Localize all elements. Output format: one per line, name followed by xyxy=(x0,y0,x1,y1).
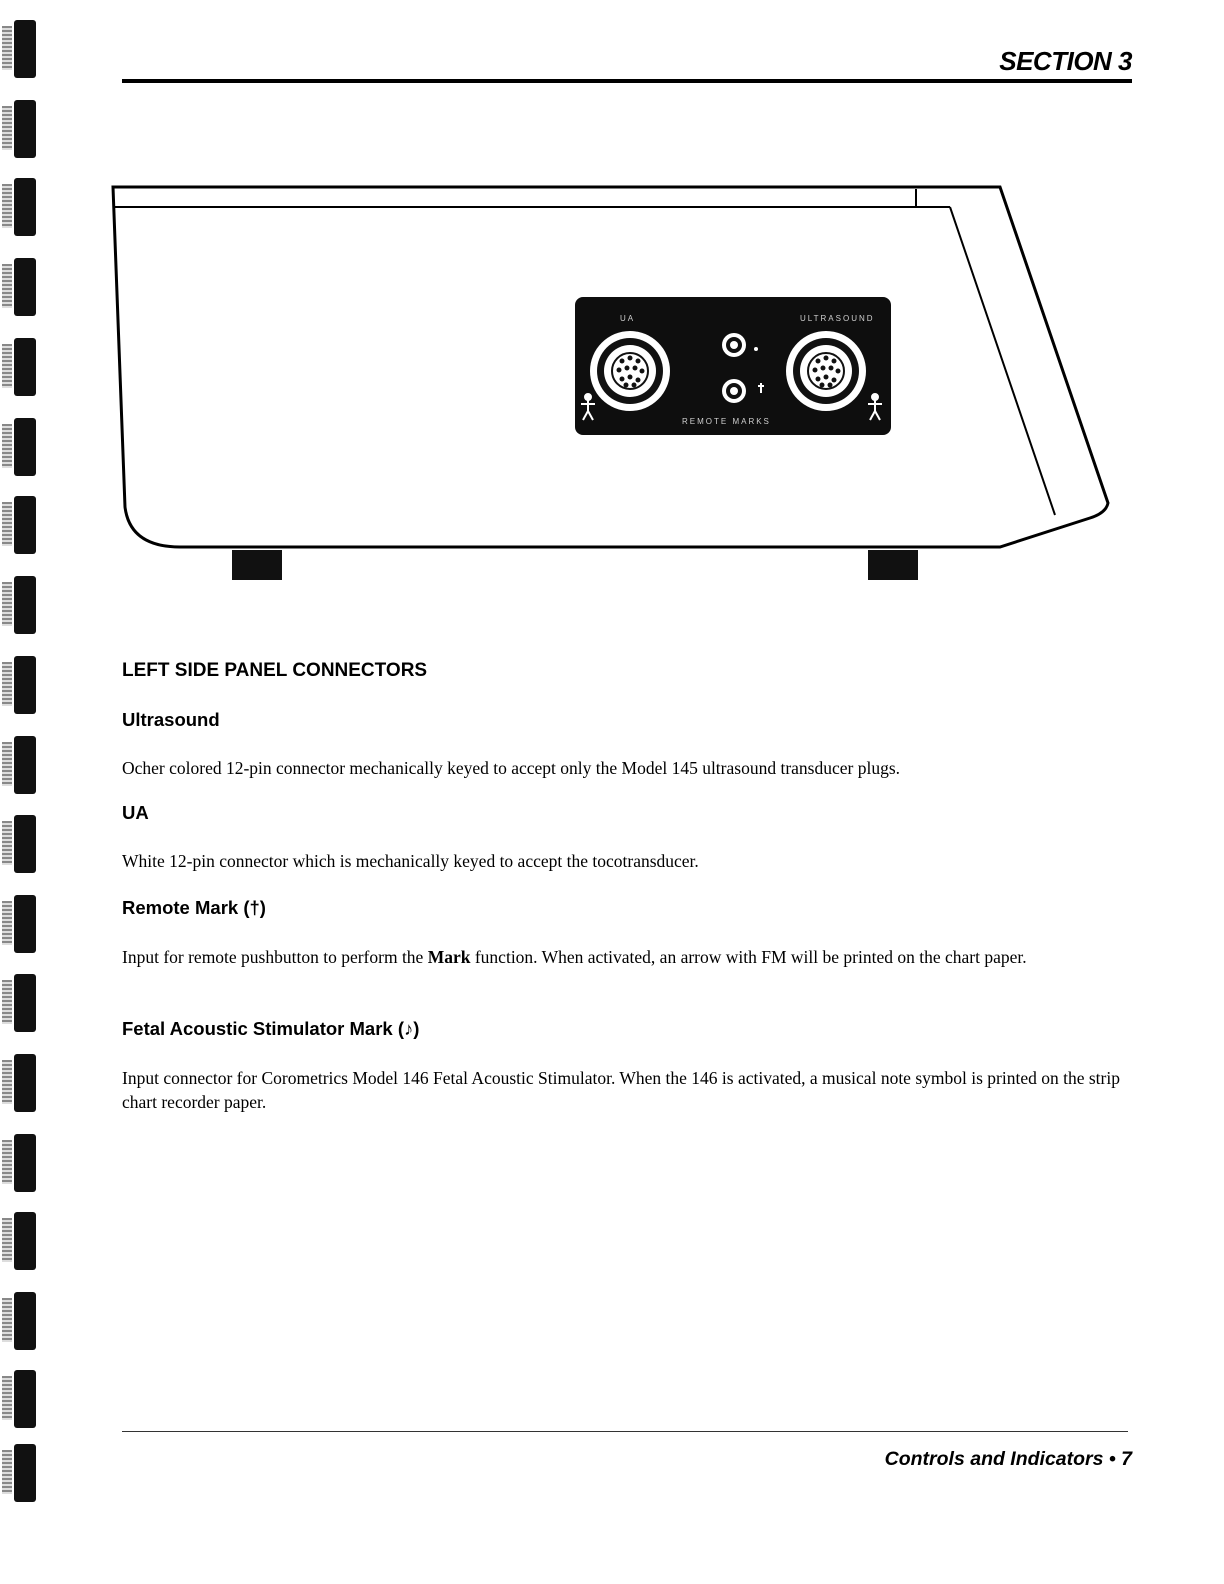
binding-ring xyxy=(14,338,36,396)
ua-description: White 12-pin connector which is mechanically keyed to accept the tocotransducer. xyxy=(122,851,699,871)
header-rule xyxy=(122,79,1132,83)
binding-ring xyxy=(14,656,36,714)
binding-ring xyxy=(14,100,36,158)
panel-label-remote-marks: REMOTE MARKS xyxy=(682,417,771,426)
remote-mark-description xyxy=(122,945,1132,969)
binding-ring xyxy=(14,1054,36,1112)
binding-ring xyxy=(14,895,36,953)
remote-mark-heading: Remote Mark (†) xyxy=(122,897,266,918)
binding-ring xyxy=(14,576,36,634)
binding-ring xyxy=(14,974,36,1032)
binding-ring xyxy=(14,1444,36,1502)
binding-ring xyxy=(14,178,36,236)
binding-ring xyxy=(14,258,36,316)
right-foot xyxy=(868,550,918,580)
ultrasound-connector xyxy=(786,331,866,411)
binding-ring xyxy=(14,418,36,476)
mark-function-name: Mark xyxy=(427,947,471,967)
panel-label-ua: UA xyxy=(620,314,636,323)
binding-ring xyxy=(14,1134,36,1192)
ultrasound-description: Ocher colored 12-pin connector mechanically keyed to accept only the Model 145 ultrasound transducer plugs. xyxy=(122,758,901,778)
binding-ring xyxy=(14,736,36,794)
binding-ring xyxy=(14,20,36,78)
binding-ring xyxy=(14,815,36,873)
panel-label-ultrasound: ULTRASOUND xyxy=(800,314,875,323)
section-heading: LEFT SIDE PANEL CONNECTORS xyxy=(122,660,428,681)
footer-rule xyxy=(122,1431,1128,1432)
page-footer: Controls and Indicators • 7 xyxy=(884,1448,1132,1470)
binding-ring xyxy=(14,496,36,554)
fas-mark-heading: Fetal Acoustic Stimulator Mark (♪) xyxy=(122,1018,420,1039)
spiral-binding xyxy=(0,0,40,1584)
binding-ring xyxy=(14,1212,36,1270)
binding-ring xyxy=(14,1370,36,1428)
left-foot xyxy=(232,550,282,580)
ua-heading: UA xyxy=(122,802,149,823)
fas-mark-description: Input connector for Corometrics Model 146 Fetal Acoustic Stimulator. When the 146 is activated, a musical note symbol is printed on the strip chart recorder paper. xyxy=(122,1068,1120,1112)
remote-mark-text-start: Input for remote pushbutton to perform the xyxy=(122,947,428,967)
ultrasound-heading: Ultrasound xyxy=(122,709,220,730)
ua-connector xyxy=(590,331,670,411)
section-header: SECTION 3 xyxy=(999,46,1132,76)
remote-mark-text-end: function. When activated, an arrow with FM will be printed on the chart paper. xyxy=(470,947,1027,967)
side-panel-illustration xyxy=(100,175,1120,595)
binding-ring xyxy=(14,1292,36,1350)
